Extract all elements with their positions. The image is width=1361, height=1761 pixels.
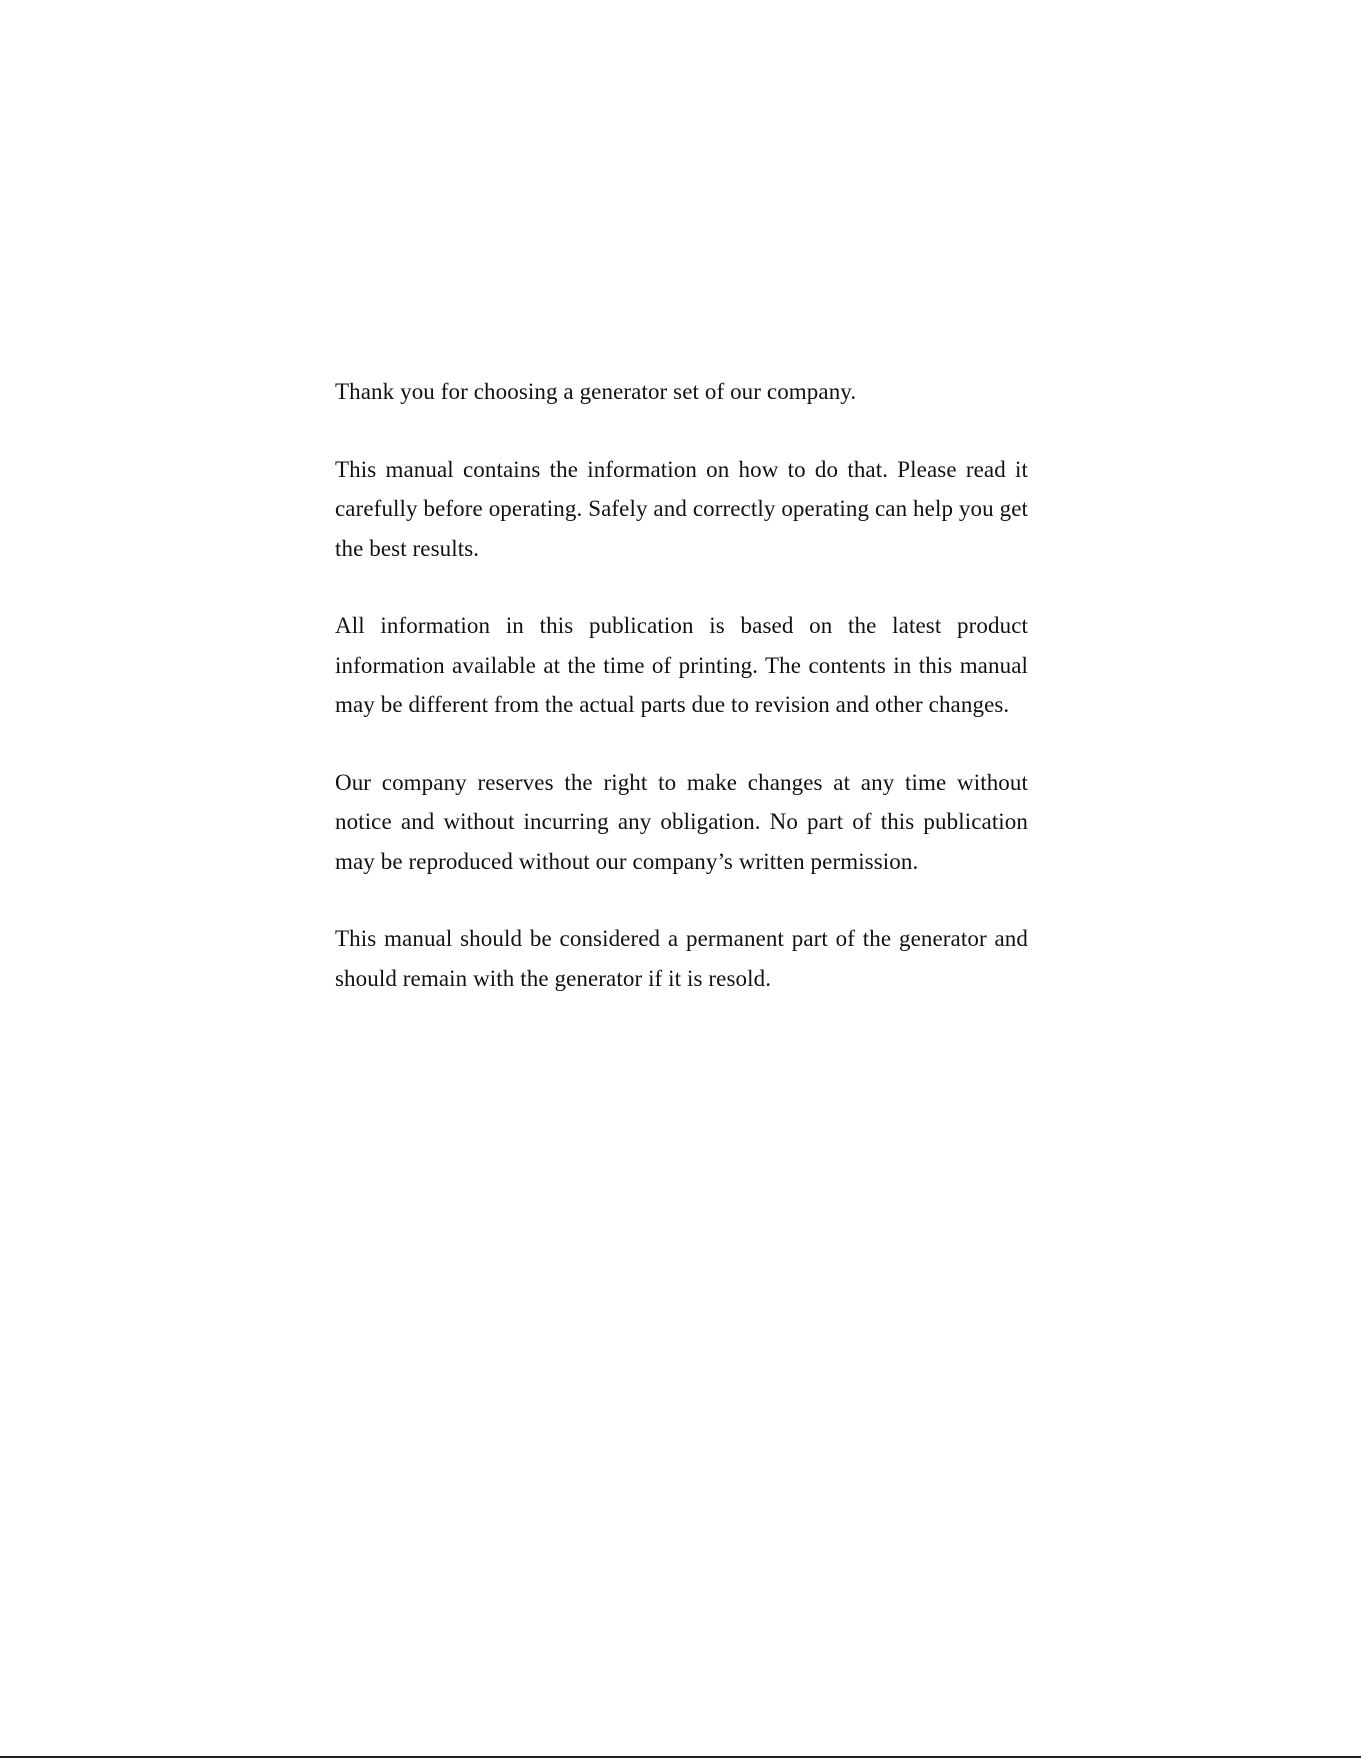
bottom-rule-divider (0, 1756, 1361, 1758)
paragraph-thank-you: Thank you for choosing a generator set of our company. (335, 379, 857, 404)
paragraph-publication-info: All information in this publication is based on the latest product information available at the time of printing. The contents in this manual may be different from the actual parts due to revision and other changes. (335, 613, 1028, 717)
paragraph-rights-reserved: Our company reserves the right to make changes at any time without notice and without incurring any obligation. No part of this publication may be reproduced without our company’s written permission. (335, 769, 1028, 874)
paragraph-manual-info: This manual contains the information on how to do that. Please read it carefully before operating. Safely and correctly operating can help you get the best results. (335, 456, 1028, 561)
foreword-text (335, 372, 1028, 998)
paragraph-permanent-part: This manual should be considered a permanent part of the generator and should remain with the generator if it is resold. (335, 926, 1028, 991)
